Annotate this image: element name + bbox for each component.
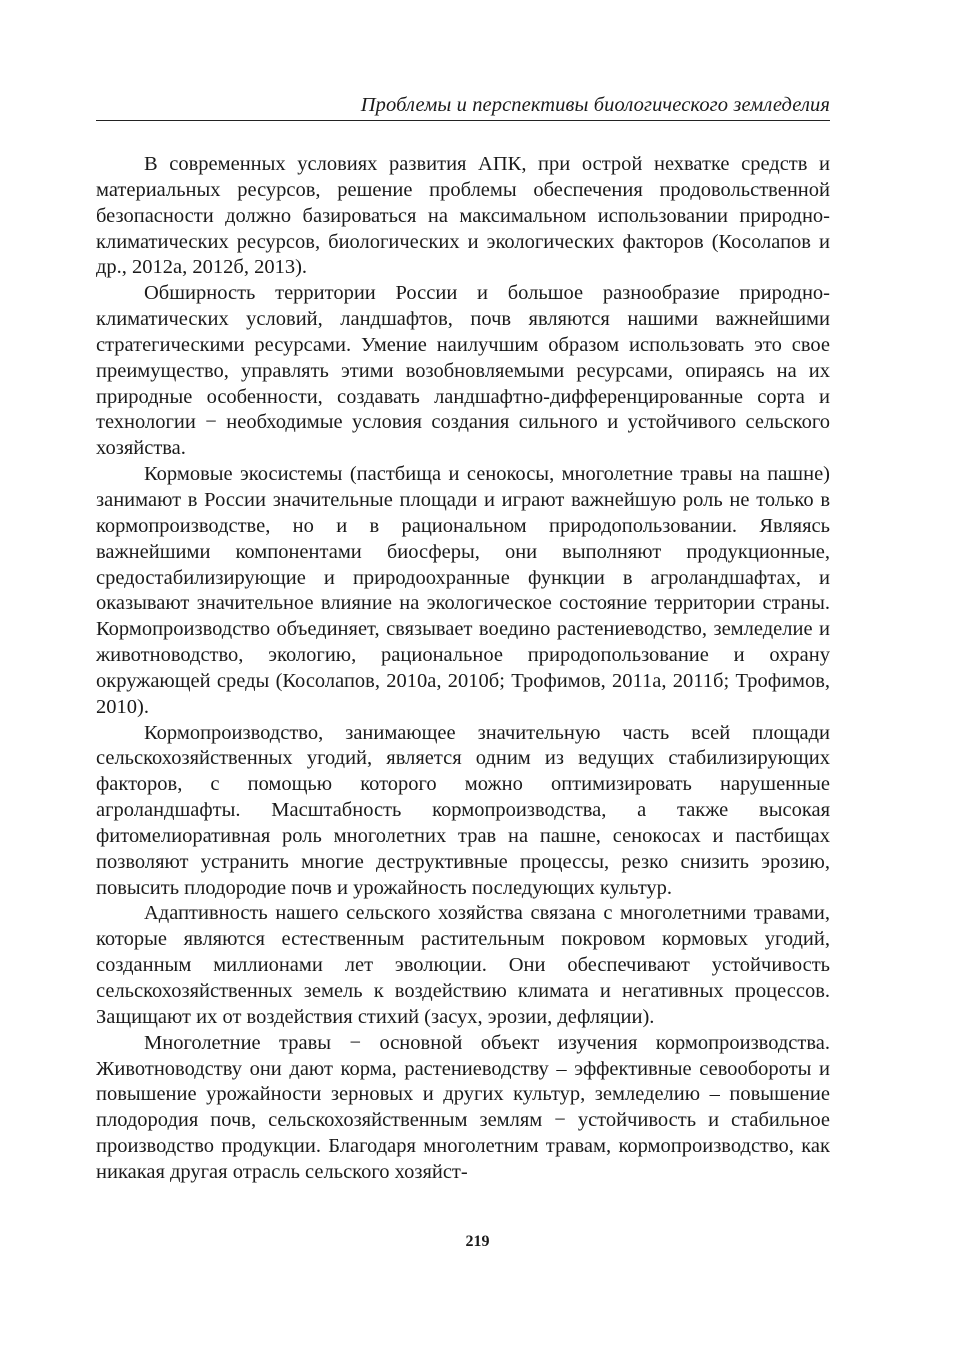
paragraph: В современных условиях развития АПК, при острой нехватке средств и материальных ресурсов, решение проблемы обеспечения продовольственной безопасности должно базироваться на максимальном использовании природно-климатических ресурсов, биологических и экологических факторов (Косолапов и др., 2012а, 2012б, 2013). <box>96 153 830 279</box>
paragraph: Кормовые экосистемы (пастбища и сенокосы, многолетние травы на пашне) занимают в России значительные площади и играют важнейшую роль не только в кормопроизводстве, но и в рациональном природопользовании. Являясь важнейшими компонентами биосферы, они выполняют продукционные, средостабилизирующие и природоохранные функции в агроландшафтах, и оказывают значительное влияние на экологическое состояние территории страны. Кормопроизводство объединяет, связывает воедино растениеводство, земледелие и животноводство, экологию, рациональное природопользование и охрану окружающей среды (Косолапов, 2010а, 2010б; Трофимов, 2011а, 2011б; Трофимов, 2010). <box>96 463 830 718</box>
body-text <box>96 152 830 1186</box>
paragraph: Обширность территории России и большое разнообразие природно-климатических условий, ландшафтов, почв являются нашими важнейшими стратегическими ресурсами. Умение наилучшим образом использовать это свое преимущество, управлять этими возобновляемыми ресурсами, опираясь на их природные особенности, создавать ландшафтно-дифференцированные сорта и технологии − необходимые условия создания сильного и устойчивого сельского хозяйства. <box>96 282 830 460</box>
header-divider <box>96 120 830 121</box>
paragraph: Адаптивность нашего сельского хозяйства связана с многолетними травами, которые являются естественным растительным покровом кормовых угодий, созданным миллионами лет эволюции. Они обеспечивают устойчивость сельскохозяйственных земель к воздействию климата и негативных процессов. Защищают их от воздействия стихий (засух, эрозии, дефляции). <box>96 902 830 1028</box>
page-number: 219 <box>465 1233 490 1250</box>
paragraph: Многолетние травы − основной объект изучения кормопроизводства. Животноводству они дают корма, растениеводству – эффективные севообороты и повышение урожайности зерновых и других культур, земледелию – повышение плодородия почв, сельскохозяйственным землям − устойчивость и стабильное производство продукции. Благодаря многолетним травам, кормопроизводство, как никакая другая отрасль сельского хозяйст- <box>96 1031 830 1183</box>
paragraph: Кормопроизводство, занимающее значительную часть всей площади сельскохозяйственных угодий, является одним из ведущих стабилизирующих факторов, с помощью которого можно оптимизировать нарушенные агроландшафты. Масштабность кормопроизводства, а также высокая фитомелиоративная роль многолетних трав на пашне, сенокосах и пастбищах позволяют устранить многие деструктивные процессы, резко снизить эрозию, повысить плодородие почв и урожайность последующих культур. <box>96 721 830 899</box>
running-header-title: Проблемы и перспективы биологического земледелия <box>360 94 830 116</box>
